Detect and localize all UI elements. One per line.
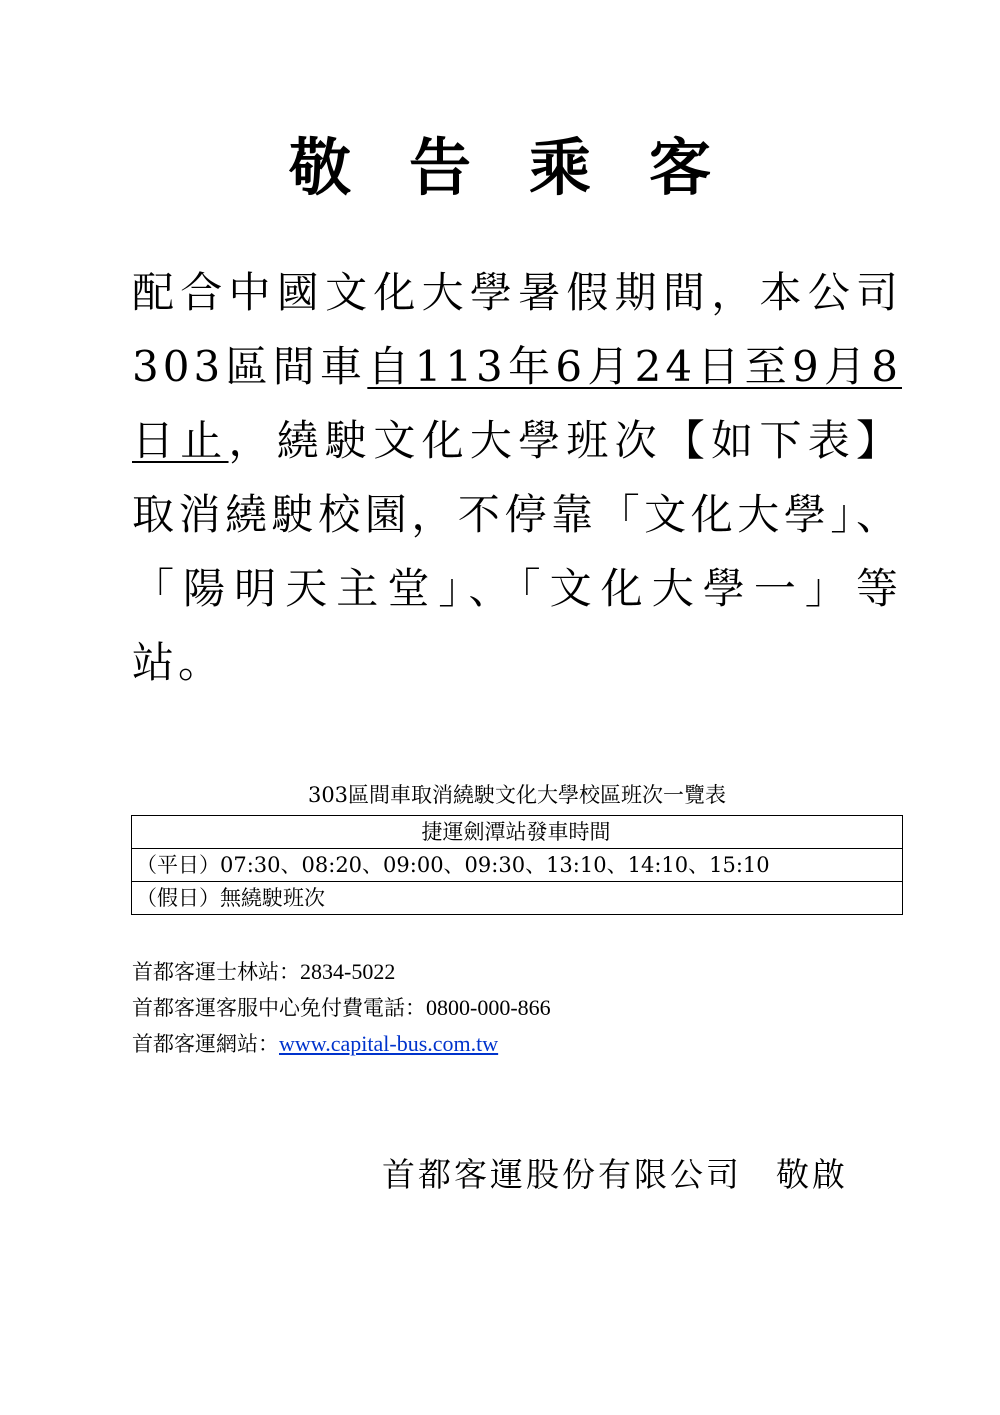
website-label: 首都客運網站： — [132, 1032, 279, 1056]
website-line — [132, 1026, 551, 1062]
website-link[interactable]: www.capital-bus.com.tw — [279, 1031, 499, 1056]
service-center-label: 首都客運客服中心免付費電話： — [132, 996, 426, 1020]
schedule-table — [131, 815, 903, 915]
weekday-schedule-cell: （平日）07:30、08:20、09:00、09:30、13:10、14:10、15:10 — [132, 849, 903, 882]
table-row — [132, 882, 903, 915]
service-center-phone: 0800-000-866 — [426, 995, 551, 1020]
notice-body — [132, 256, 902, 700]
shilin-station-line — [132, 954, 551, 990]
notice-title: 敬告乘客 — [288, 131, 769, 204]
signature-company: 首都客運股份有限公司 — [382, 1155, 742, 1194]
notice-text-part1: 配合中國文化大學暑假期間，本公司303區間車 — [132, 268, 902, 391]
notice-text-part2: ，繞駛文化大學班次【如下表】取消繞駛校園，不停靠「文化大學」、「陽明天主堂」、「文化大學一」等站。 — [132, 416, 902, 687]
shilin-station-phone: 2834-5022 — [300, 959, 396, 984]
table-row — [132, 849, 903, 882]
shilin-station-label: 首都客運士林站： — [132, 960, 300, 984]
signature-closing: 敬啟 — [776, 1155, 848, 1194]
notice-date-range: 自113年6月24日至9月8日止 — [132, 342, 902, 465]
contact-info — [132, 954, 551, 1062]
signature — [382, 1150, 848, 1200]
service-center-line — [132, 990, 551, 1026]
schedule-table-caption: 303區間車取消繞駛文化大學校區班次一覽表 — [307, 783, 727, 807]
schedule-table-header: 捷運劍潭站發車時間 — [132, 816, 903, 849]
table-row — [132, 816, 903, 849]
holiday-schedule-cell: （假日）無繞駛班次 — [132, 882, 903, 915]
